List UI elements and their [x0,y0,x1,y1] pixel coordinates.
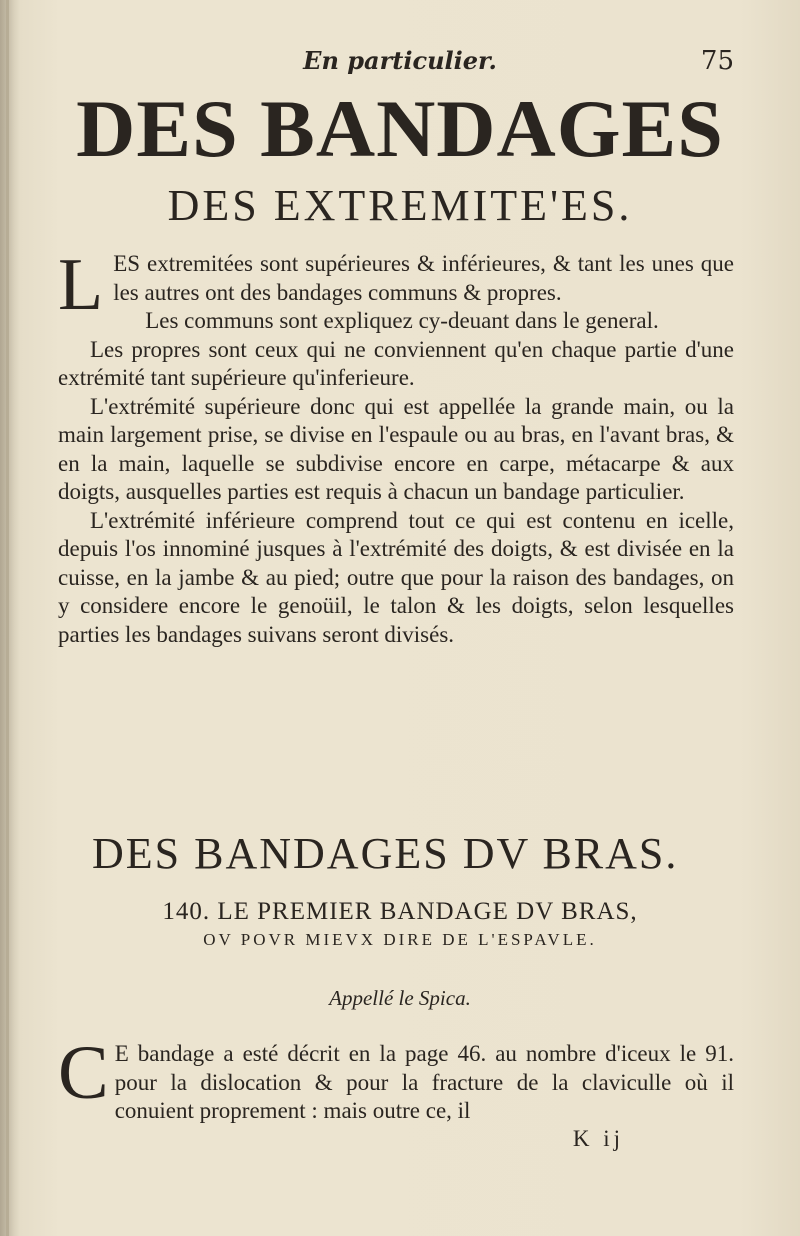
intro-text [58,244,734,649]
item-name: Appellé le Spica. [329,986,471,1010]
item-text [58,1031,734,1126]
paragraph: Les propres sont ceux qui ne conviennent qu'en chaque partie d'une extrémité tant supérieure qu'inferieure. [58,336,734,390]
main-title: DES BANDAGES [76,83,724,174]
item-heading: 140. LE PREMIER BANDAGE DV BRAS, [162,898,638,925]
page-number: 75 [700,46,734,76]
paragraph: LES extremitées sont supérieures & inférieures, & tant les unes que les autres ont des bandages communs & propres. [58,244,734,326]
section-title: DES BANDAGES DV BRAS. [92,829,679,878]
sub-title: DES EXTREMITE'ES. [167,181,633,230]
running-title: En particulier. [303,46,497,75]
paragraph: Les communs sont expliquez cy-deuant dans le general. [145,308,659,333]
drop-cap: C [58,1031,109,1115]
paragraph: L'extrémité supérieure donc qui est appellée la grande main, ou la main largement prise, se divise en l'espaule ou au bras, en l'avant bras, & en la main, laquelle se subdivise encore en carpe, métacarpe & aux doigts, ausquelles parties est requis à chacun un bandage particulier. [58,393,734,504]
signature-mark: K ij [572,1126,624,1151]
paragraph: C E bandage a esté décrit en la page 46. au nombre d'iceux le 91. pour la dislocation & pour la fracture de la claviculle où il conuient proprement : mais outre ce, il [58,1031,734,1123]
paragraph: L'extrémité inférieure comprend tout ce qui est contenu en icelle, depuis l'os innominé jusques à l'extrémité des doigts, & est divisée en la cuisse, en la jambe & au pied; outre que pour la raison des bandages, on y considere encore le genoüil, le talon & les doigts, selon lesquelles parties les bandages suivans seront divisés. [58,507,734,647]
drop-cap: L [58,244,104,326]
item-subheading: OV POVR MIEVX DIRE DE L'ESPAVLE. [203,930,597,949]
running-head [0,46,800,86]
